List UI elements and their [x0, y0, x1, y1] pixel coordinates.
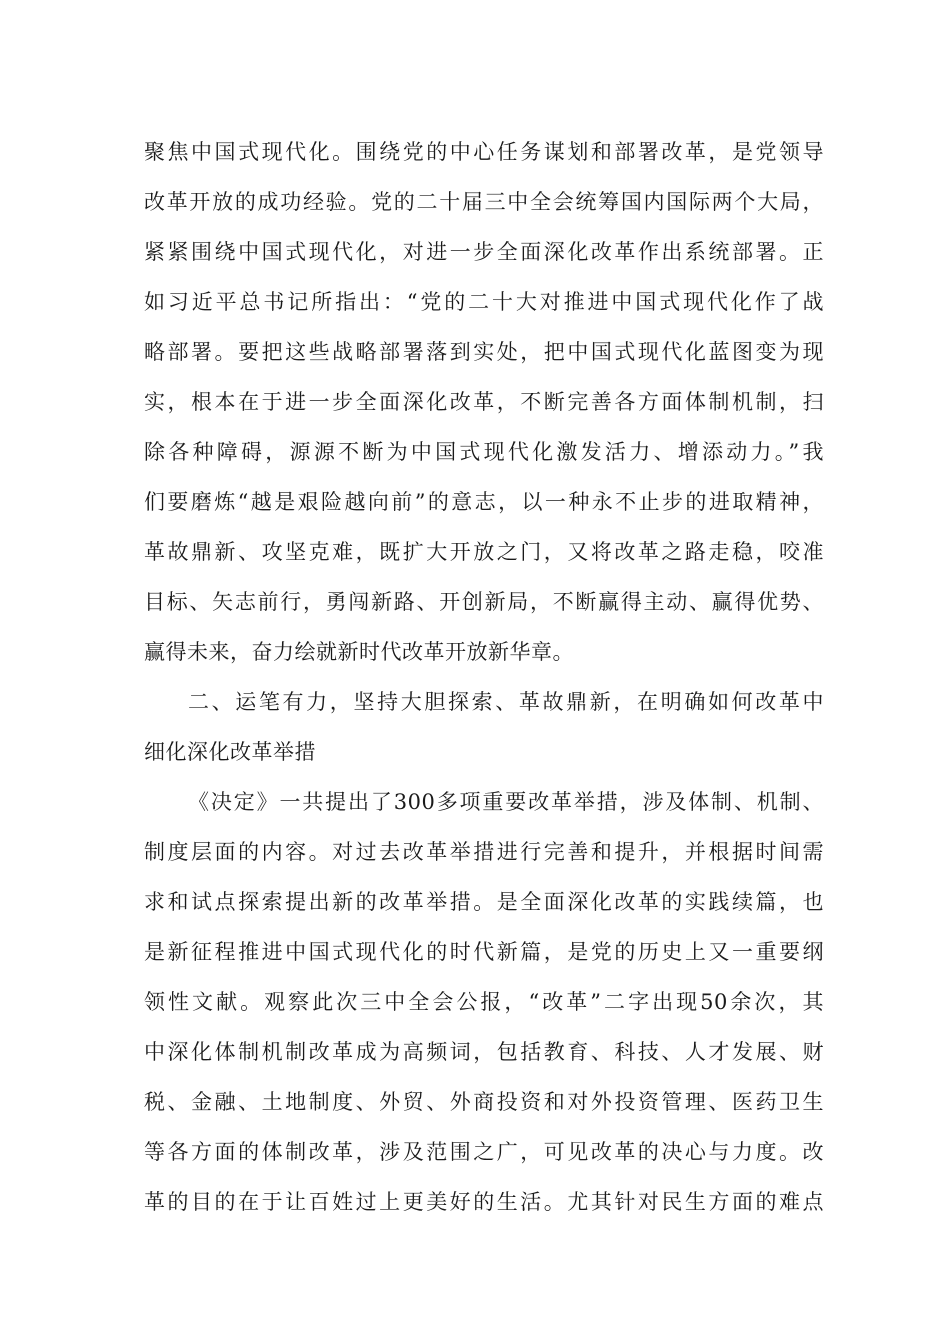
text-line: 是新征程推进中国式现代化的时代新篇，是党的历史上又一重要纲	[144, 940, 824, 964]
section-heading-line: 二、运笔有力，坚持大胆探索、革故鼎新，在明确如何改革中	[188, 690, 824, 714]
text-line: 改革开放的成功经验。党的二十届三中全会统筹国内国际两个大局，	[144, 190, 824, 214]
text-line: 制度层面的内容。对过去改革举措进行完善和提升，并根据时间需	[144, 840, 824, 864]
text-line: 目标、矢志前行，勇闯新路、开创新局，不断赢得主动、赢得优势、	[144, 590, 824, 614]
text-line: 们要磨炼“越是艰险越向前”的意志，以一种永不止步的进取精神，	[144, 490, 824, 514]
text-line: 除各种障碍，源源不断为中国式现代化激发活力、增添动力。”我	[144, 440, 824, 464]
text-line: 革故鼎新、攻坚克难，既扩大开放之门，又将改革之路走稳，咬准	[144, 540, 824, 564]
section-heading-line: 细化深化改革举措	[144, 740, 316, 764]
body-text	[144, 127, 824, 1227]
text-line: 紧紧围绕中国式现代化，对进一步全面深化改革作出系统部署。正	[144, 240, 824, 264]
text-line: 中深化体制机制改革成为高频词，包括教育、科技、人才发展、财	[144, 1040, 824, 1064]
text-line: 求和试点探索提出新的改革举措。是全面深化改革的实践续篇，也	[144, 890, 824, 914]
text-line: 税、金融、土地制度、外贸、外商投资和对外投资管理、医药卫生	[144, 1090, 824, 1114]
text-line: 《决定》一共提出了300多项重要改革举措，涉及体制、机制、	[188, 790, 824, 814]
text-line: 领性文献。观察此次三中全会公报，“改革”二字出现50余次，其	[144, 990, 824, 1014]
text-line: 实，根本在于进一步全面深化改革，不断完善各方面体制机制，扫	[144, 390, 824, 414]
text-line: 革的目的在于让百姓过上更美好的生活。尤其针对民生方面的难点	[144, 1190, 824, 1214]
text-line: 略部署。要把这些战略部署落到实处，把中国式现代化蓝图变为现	[144, 340, 824, 364]
text-line: 等各方面的体制改革，涉及范围之广，可见改革的决心与力度。改	[144, 1140, 824, 1164]
text-line: 赢得未来，奋力绘就新时代改革开放新华章。	[144, 640, 574, 664]
text-line: 聚焦中国式现代化。围绕党的中心任务谋划和部署改革，是党领导	[144, 140, 824, 164]
text-line: 如习近平总书记所指出：“党的二十大对推进中国式现代化作了战	[144, 290, 824, 314]
